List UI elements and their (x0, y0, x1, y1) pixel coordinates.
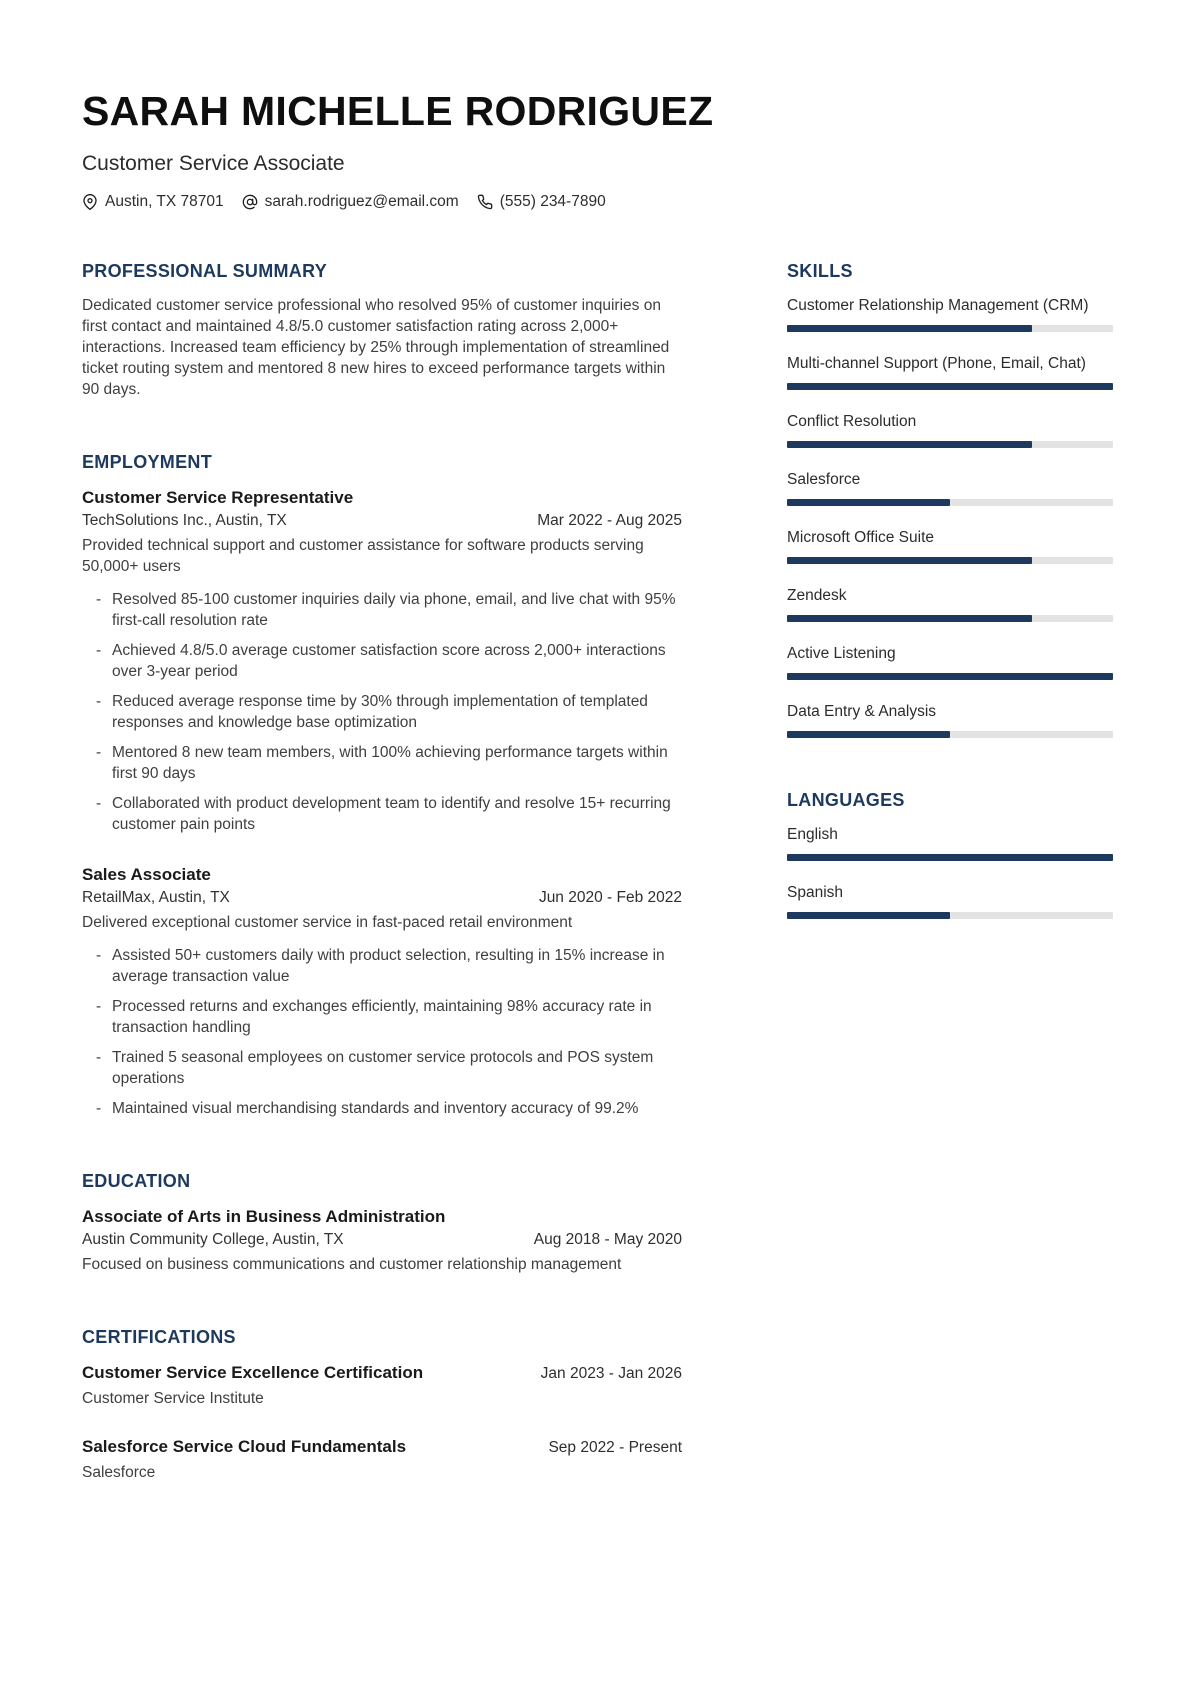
section-heading-languages: LANGUAGES (787, 790, 905, 810)
skill-bar-fill (787, 383, 1113, 390)
skill-label: Active Listening (787, 645, 896, 662)
skill-item (787, 469, 1113, 506)
education-entry (82, 1205, 682, 1275)
skill-bar-track (787, 441, 1113, 448)
location-pin-icon (82, 194, 98, 210)
skill-bar-track (787, 499, 1113, 506)
skill-bar-fill (787, 615, 1032, 622)
job-company: RetailMax, Austin, TX (82, 889, 230, 906)
certification-entry (82, 1361, 682, 1410)
language-item (787, 882, 1113, 919)
language-bar-track (787, 912, 1113, 919)
section-professional-summary (82, 261, 682, 400)
skill-item (787, 643, 1113, 680)
job-bullet: - Trained 5 seasonal employees on customer service protocols and POS system operations (82, 1047, 682, 1089)
resume-columns (82, 261, 1113, 1536)
job-bullet: - Processed returns and exchanges efficiently, maintaining 98% accuracy rate in transaction handling (82, 996, 682, 1038)
job-bullets (82, 945, 682, 1119)
job-bullet: - Achieved 4.8/5.0 average customer satisfaction score across 2,000+ interactions over 3-year period (82, 640, 682, 682)
job-description: Delivered exceptional customer service in fast-paced retail environment (82, 914, 573, 931)
section-employment (82, 452, 682, 1119)
section-heading-certifications: CERTIFICATIONS (82, 1327, 236, 1347)
section-heading-employment: EMPLOYMENT (82, 452, 213, 472)
skill-bar-track (787, 731, 1113, 738)
job-bullet: - Mentored 8 new team members, with 100% achieving performance targets within first 90 days (82, 742, 682, 784)
contact-email-text: sarah.rodriguez@email.com (264, 193, 459, 210)
phone-icon (477, 194, 493, 210)
contact-location (82, 193, 224, 211)
certification-dates: Sep 2022 - Present (548, 1439, 682, 1456)
job-subline (82, 509, 682, 533)
skill-bar-track (787, 615, 1113, 622)
skill-label: Zendesk (787, 587, 847, 604)
skill-bar-fill (787, 325, 1032, 332)
contact-location-text: Austin, TX 78701 (105, 193, 224, 210)
job-dates: Jun 2020 - Feb 2022 (538, 889, 682, 906)
skill-label: Salesforce (787, 471, 861, 488)
job-dates: Mar 2022 - Aug 2025 (537, 512, 682, 529)
language-label: Spanish (787, 884, 844, 901)
skill-bar-fill (787, 557, 1032, 564)
job-description: Provided technical support and customer assistance for software products serving 50,000+ users (82, 537, 644, 575)
at-sign-icon (242, 194, 258, 210)
skill-item (787, 701, 1113, 738)
skill-bar-fill (787, 673, 1113, 680)
job-entry (82, 486, 682, 835)
side-column (787, 261, 1113, 1536)
certification-issuer: Salesforce (82, 1464, 156, 1481)
skill-bar-track (787, 325, 1113, 332)
section-heading-education: EDUCATION (82, 1171, 191, 1191)
section-certifications (82, 1327, 682, 1484)
job-title: Customer Service Representative (82, 488, 354, 507)
certification-title-line (82, 1435, 682, 1458)
job-bullets (82, 589, 682, 835)
skill-bar-fill (787, 499, 950, 506)
job-bullet: - Maintained visual merchandising standards and inventory accuracy of 99.2% (82, 1098, 682, 1119)
language-bar-track (787, 854, 1113, 861)
skill-bar-fill (787, 441, 1032, 448)
section-languages (787, 790, 1113, 919)
language-bar-fill (787, 912, 950, 919)
job-entry (82, 863, 682, 1119)
contact-phone-text: (555) 234-7890 (499, 193, 606, 210)
job-bullet: - Resolved 85-100 customer inquiries daily via phone, email, and live chat with 95% first-call resolution rate (82, 589, 682, 631)
language-item (787, 824, 1113, 861)
contact-phone (477, 193, 606, 211)
section-education (82, 1171, 682, 1275)
certification-title: Salesforce Service Cloud Fundamentals (82, 1437, 407, 1456)
education-degree: Associate of Arts in Business Administration (82, 1207, 446, 1226)
language-bar-fill (787, 854, 1113, 861)
main-column (82, 261, 682, 1536)
job-title: Sales Associate (82, 865, 211, 884)
skill-label: Microsoft Office Suite (787, 529, 935, 546)
section-skills (787, 261, 1113, 738)
section-heading-skills: SKILLS (787, 261, 853, 281)
job-subline (82, 886, 682, 910)
education-subline (82, 1228, 682, 1252)
skill-item (787, 295, 1113, 332)
resume-header (82, 88, 1113, 211)
skill-label: Multi-channel Support (Phone, Email, Chat) (787, 355, 1086, 372)
certification-title: Customer Service Excellence Certification (82, 1363, 424, 1382)
skill-item (787, 527, 1113, 564)
contact-email (242, 193, 459, 211)
skill-item (787, 353, 1113, 390)
skill-bar-track (787, 383, 1113, 390)
job-bullet: - Assisted 50+ customers daily with product selection, resulting in 15% increase in average transaction value (82, 945, 682, 987)
education-dates: Aug 2018 - May 2020 (533, 1231, 682, 1248)
education-description: Focused on business communications and customer relationship management (82, 1256, 622, 1273)
skill-item (787, 585, 1113, 622)
contact-row (82, 193, 1113, 211)
education-school: Austin Community College, Austin, TX (82, 1231, 344, 1248)
skill-bar-fill (787, 731, 950, 738)
certification-entry (82, 1435, 682, 1484)
summary-text: Dedicated customer service professional who resolved 95% of customer inquiries on first contact and maintained 4.8/5.0 customer satisfaction rating across 2,000+ interactions. Increased team efficiency by 25% through implementation of streamlined ticket routing system and mentored 8 new hires to exceed performance targets within 90 days. (82, 297, 670, 398)
skill-label: Data Entry & Analysis (787, 703, 937, 720)
skill-item (787, 411, 1113, 448)
skill-bar-track (787, 673, 1113, 680)
certification-dates: Jan 2023 - Jan 2026 (540, 1365, 682, 1382)
job-bullet: - Reduced average response time by 30% through implementation of templated responses and knowledge base optimization (82, 691, 682, 733)
skill-label: Conflict Resolution (787, 413, 917, 430)
language-label: English (787, 826, 838, 843)
skill-label: Customer Relationship Management (CRM) (787, 297, 1089, 314)
candidate-name: SARAH MICHELLE RODRIGUEZ (82, 88, 714, 134)
certification-title-line (82, 1361, 682, 1384)
skill-bar-track (787, 557, 1113, 564)
certification-issuer: Customer Service Institute (82, 1390, 264, 1407)
job-company: TechSolutions Inc., Austin, TX (82, 512, 287, 529)
job-bullet: - Collaborated with product development team to identify and resolve 15+ recurring customer pain points (82, 793, 682, 835)
candidate-title: Customer Service Associate (82, 152, 345, 175)
section-heading-summary: PROFESSIONAL SUMMARY (82, 261, 328, 281)
